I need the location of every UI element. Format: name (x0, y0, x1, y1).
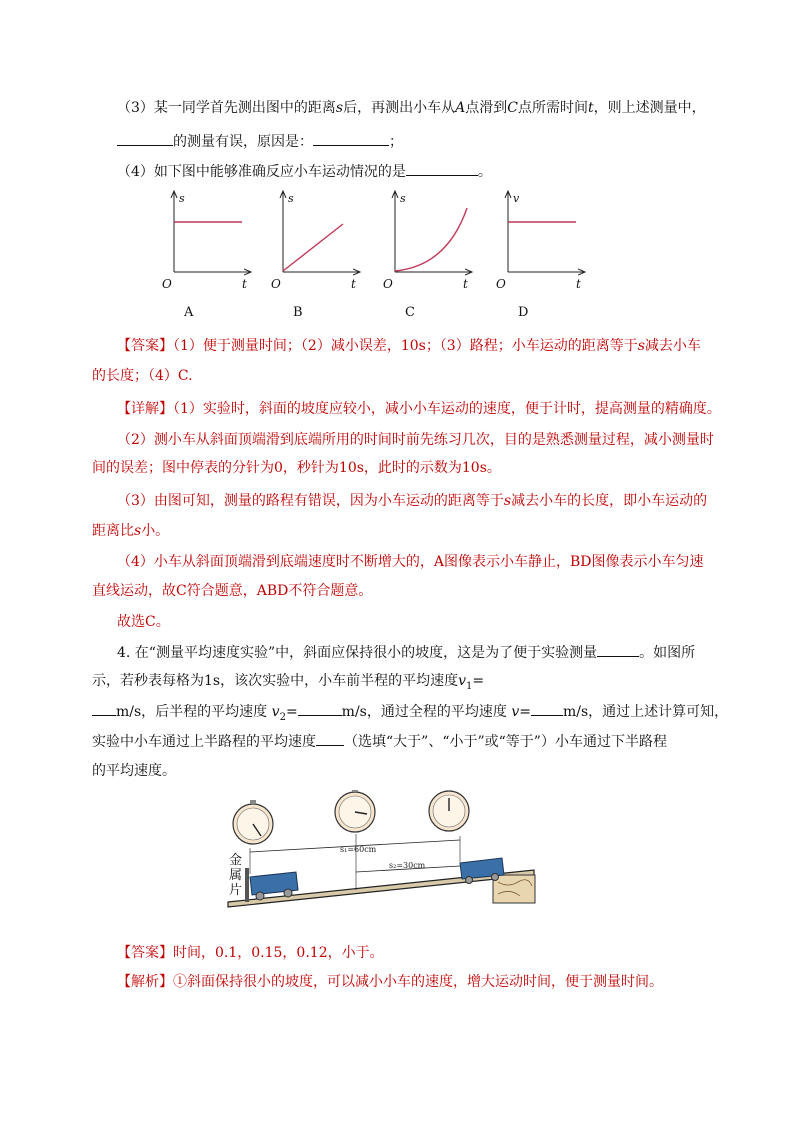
cart-bottom (250, 872, 298, 900)
problem4-line-5: 的平均速度。 (92, 763, 176, 779)
q3-blank-1[interactable] (117, 131, 173, 146)
analysis4-line: 【解析】①斜面保持很小的坡度，可以减小小车的速度，增大运动时间，便于测量时间。 (117, 974, 663, 990)
graph-C-ylabel: s (400, 192, 406, 205)
graph-C-xlabel: t (463, 277, 468, 291)
q3-blank-2[interactable] (313, 131, 389, 146)
detail-p2a: （2）测小车从斜面顶端滑到底端所用的时间时前先练习几次，目的是熟悉测量过程，减小测量时 (117, 432, 714, 448)
graph-B-xlabel: t (351, 277, 356, 291)
q4-line: （4）如下图中能够准确反应小车运动情况的是 。 (117, 161, 492, 182)
s2-label: s₂=30cm (389, 861, 426, 870)
detail-p1: 【详解】（1）实验时，斜面的坡度应较小，减小小车运动的速度，便于计时，提高测量的精确度。 (117, 401, 721, 417)
graph-A-origin: O (162, 277, 172, 291)
graph-C-curve (395, 208, 467, 271)
graph-D-caption: D (518, 305, 529, 320)
incline-figure (226, 790, 546, 910)
metal-label-3: 片 (229, 883, 243, 898)
answer-tag: 【答案】 (117, 338, 173, 354)
problem4-line-3: m/s，后半程的平均速度 $v_2= m/s$，通过全程的平均速度 v= m/s，通过上述计算可知， (92, 701, 728, 728)
graph-A-ylabel: s (179, 192, 185, 205)
stopwatch-right (429, 790, 469, 831)
metal-label-2: 属 (229, 868, 243, 883)
detail-p4a: （4）小车从斜面顶端滑到底端速度时不断增大的，A图像表示小车静止，BD图像表示小车匀速 (117, 554, 704, 570)
analysis4-tag: 【解析】 (117, 974, 173, 990)
detail-p2b: 间的误差；图中停表的分针为0，秒针为10s，此时的示数为10s。 (92, 460, 501, 476)
graph-C-origin: O (383, 277, 393, 291)
s1-label: s₁=60cm (340, 845, 377, 854)
answer3-line-1: 【答案】（1）便于测量时间；（2）减小误差，10s；（3）路程；小车运动的距离等于s减去小车 (117, 338, 701, 354)
q4-blank[interactable] (406, 161, 478, 176)
graph-D-origin: O (496, 277, 506, 291)
graph-D-xlabel: t (576, 277, 581, 291)
answer3-line-2: 的长度；（4）C. (92, 368, 193, 384)
answer4-line: 【答案】时间，0.1，0.15，0.12，小于。 (117, 945, 384, 961)
answer4-tag: 【答案】 (117, 945, 173, 961)
graph-A-caption: A (184, 305, 194, 320)
metal-label-1: 金 (229, 853, 243, 868)
detail-p3a: （3）由图可知，测量的路程有错误，因为小车运动的距离等于s减去小车的长度，即小车运动的 (117, 493, 708, 509)
detail-p4b: 直线运动，故C符合题意，ABD不符合题意。 (92, 583, 373, 599)
graph-B-ylabel: s (288, 192, 294, 205)
problem4-line-2: 示，若秒表每格为1s，该次实验中，小车前半程的平均速度$v_1=$ (92, 673, 485, 692)
problem4-line-1: 4. 在“测量平均速度实验”中，斜面应保持很小的坡度，这是为了便于实验测量 。如图所 (117, 642, 695, 663)
p4-blank-v1[interactable] (92, 701, 116, 716)
graph-C (383, 192, 471, 320)
graph-B (271, 192, 359, 320)
detail-p3b: 距离比s小。 (92, 523, 170, 539)
q3-line-2: 的测量有误，原因是： ； (117, 131, 403, 152)
p4-blank-1[interactable] (597, 642, 639, 657)
problem4-line-4: 实验中小车通过上半路程的平均速度 （选填“大于”、“小于”或“等于”）小车通过下半路程 (92, 731, 667, 752)
graph-D-ylabel: v (513, 192, 520, 205)
p4-blank-v[interactable] (531, 701, 563, 716)
q3-line-1: （3）某一同学首先测出图中的距离s后，再测出小车从A点滑到C点所需时间t，则上述测量中， (117, 100, 706, 116)
p4-blank-v2[interactable] (298, 701, 342, 716)
stopwatch-left (233, 800, 273, 844)
graph-C-caption: C (405, 305, 415, 320)
graph-A-xlabel: t (242, 277, 247, 291)
graph-D (496, 192, 584, 320)
stopwatch-middle (335, 790, 375, 832)
graph-B-origin: O (271, 277, 281, 291)
graph-B-caption: B (293, 305, 303, 320)
detail-conclusion: 故选C。 (117, 614, 170, 630)
motion-graphs (0, 180, 800, 340)
graph-B-curve (283, 224, 343, 271)
detail-tag: 【详解】 (117, 401, 173, 417)
wood-block (493, 875, 535, 903)
metal-plate (245, 868, 249, 902)
graph-A (162, 192, 250, 320)
p4-blank-compare[interactable] (316, 731, 344, 746)
